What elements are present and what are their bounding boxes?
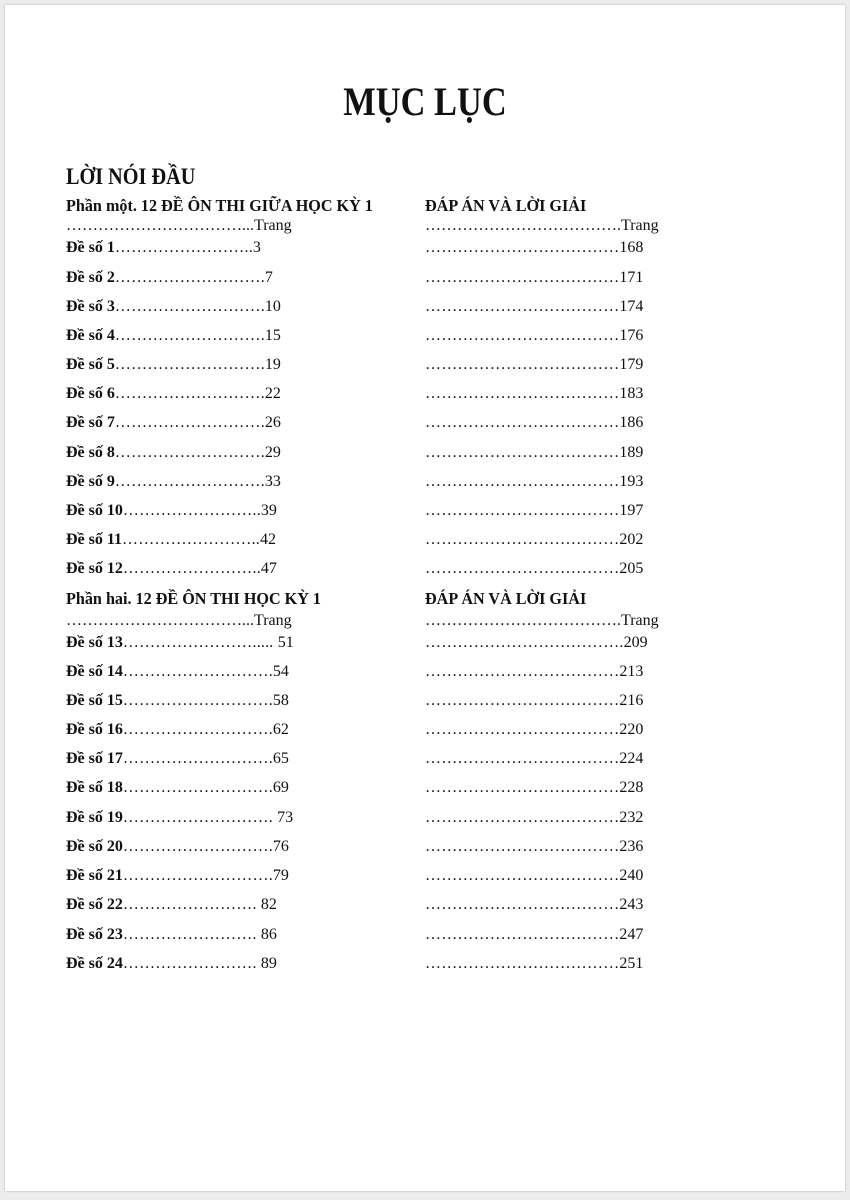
toc-page-number: 7 <box>264 269 273 286</box>
toc-entry[interactable] <box>66 530 276 550</box>
preface-heading: LỜI NÓI ĐẦU <box>66 164 196 189</box>
toc-entry-label: Đề số 20 <box>66 838 123 855</box>
toc-entry[interactable] <box>66 749 289 769</box>
toc-answer-entry[interactable] <box>425 413 643 433</box>
part-two-heading: Phần hai. 12 ĐỀ ÔN THI HỌC KỲ 1 <box>66 589 322 608</box>
toc-answer-page-number: 168 <box>619 239 644 256</box>
toc-leader-dots: …………………….. <box>122 560 261 577</box>
toc-page-number: 47 <box>260 560 277 577</box>
toc-answer-entry[interactable] <box>425 238 643 258</box>
toc-answer-page-number: 209 <box>623 634 648 651</box>
toc-leader-dots: ………………………. <box>114 327 265 344</box>
toc-answer-page-number: 179 <box>619 356 644 373</box>
toc-answer-entry[interactable] <box>425 530 643 550</box>
toc-entry-label: Đề số 15 <box>66 692 123 709</box>
toc-entry-label: Đề số 5 <box>66 356 115 373</box>
toc-entry-label: Đề số 24 <box>66 955 123 972</box>
toc-leader-dots: ……………………………… <box>425 473 620 490</box>
toc-page-number: 69 <box>272 779 289 796</box>
toc-page-number: 76 <box>272 838 289 855</box>
toc-leader-dots: ……………………………… <box>425 327 620 344</box>
toc-leader-dots: …………………….. <box>122 531 260 548</box>
toc-leader-dots: ……………………………… <box>425 414 620 431</box>
toc-leader-dots: ………………………. <box>114 356 265 373</box>
toc-page-number: 22 <box>264 385 281 402</box>
toc-entry[interactable] <box>66 355 281 375</box>
toc-answer-page-number: 183 <box>619 385 644 402</box>
toc-answer-entry[interactable] <box>425 720 643 740</box>
toc-leader-dots: ……………………………… <box>425 750 620 767</box>
toc-entry-label: Đề số 10 <box>66 502 123 519</box>
toc-answer-entry[interactable] <box>425 355 643 375</box>
toc-leader-dots: ……………………. <box>122 896 261 913</box>
toc-leader-dots: ……………………………… <box>425 926 620 943</box>
toc-entry-label: Đề số 14 <box>66 663 123 680</box>
part-two-answers-heading: ĐÁP ÁN VÀ LỜI GIẢI <box>425 589 587 608</box>
toc-leader-dots: ……………………………… <box>425 663 620 680</box>
toc-page-number: 19 <box>264 356 281 373</box>
toc-answer-entry[interactable] <box>425 866 643 886</box>
toc-answer-page-number: 228 <box>619 779 644 796</box>
toc-entry[interactable] <box>66 925 277 945</box>
toc-answer-entry[interactable] <box>425 808 643 828</box>
toc-page-number: 73 <box>277 809 294 826</box>
toc-answer-page-number: 176 <box>619 327 644 344</box>
toc-page-number: 65 <box>272 750 289 767</box>
toc-answer-entry[interactable] <box>425 895 643 915</box>
toc-page-number: 26 <box>264 414 281 431</box>
toc-entry[interactable] <box>66 691 289 711</box>
toc-page-number: 15 <box>264 327 281 344</box>
toc-answer-entry[interactable] <box>425 749 643 769</box>
toc-answer-entry[interactable] <box>425 443 643 463</box>
toc-entry-label: Đề số 4 <box>66 327 115 344</box>
toc-entry[interactable] <box>66 501 277 521</box>
toc-answer-entry[interactable] <box>425 691 643 711</box>
toc-entry[interactable] <box>66 778 289 798</box>
toc-entry[interactable] <box>66 808 293 828</box>
toc-leader-dots: ……………………………… <box>425 809 620 826</box>
toc-answer-page-number: 232 <box>619 809 644 826</box>
toc-entry-label: Đề số 18 <box>66 779 123 796</box>
toc-page-number: 10 <box>264 298 281 315</box>
toc-answer-entry[interactable] <box>425 837 643 857</box>
toc-leader-dots: ……………………………… <box>425 298 620 315</box>
toc-leader-dots: ………………………. <box>114 298 265 315</box>
toc-answer-page-number: 247 <box>619 926 644 943</box>
toc-leader-dots: ………………………. <box>122 779 273 796</box>
toc-leader-dots: ………………………. <box>114 473 265 490</box>
toc-answer-page-number: 236 <box>619 838 644 855</box>
toc-entry-label: Đề số 17 <box>66 750 123 767</box>
part-two-trang-label: ……………………………...Trang <box>66 612 292 629</box>
part-one-heading: Phần một. 12 ĐỀ ÔN THI GIỮA HỌC KỲ 1 <box>66 196 373 215</box>
toc-page-number: 51 <box>277 634 294 651</box>
toc-entry-label: Đề số 3 <box>66 298 115 315</box>
toc-answer-entry[interactable] <box>425 559 643 579</box>
toc-answer-page-number: 240 <box>619 867 644 884</box>
toc-entry-label: Đề số 9 <box>66 473 115 490</box>
toc-answer-page-number: 186 <box>619 414 644 431</box>
toc-page-number: 54 <box>272 663 289 680</box>
toc-entry[interactable] <box>66 326 281 346</box>
toc-entry[interactable] <box>66 268 273 288</box>
toc-entry[interactable] <box>66 297 281 317</box>
toc-entry-label: Đề số 6 <box>66 385 115 402</box>
toc-leader-dots: ……………………. <box>122 926 261 943</box>
toc-leader-dots: ……………………………… <box>425 385 620 402</box>
part-one-answers-heading: ĐÁP ÁN VÀ LỜI GIẢI <box>425 196 587 215</box>
toc-answer-page-number: 197 <box>619 502 644 519</box>
toc-page-number: 39 <box>260 502 277 519</box>
toc-leader-dots: ……………………………… <box>425 692 620 709</box>
part-one-trang-label: ……………………………...Trang <box>66 217 292 234</box>
part-one-answers-trang-label: ……………………………….Trang <box>425 217 659 234</box>
toc-answer-entry[interactable] <box>425 501 643 521</box>
toc-answer-entry[interactable] <box>425 954 643 974</box>
toc-leader-dots: ……………………………… <box>425 779 620 796</box>
toc-answer-entry[interactable] <box>425 925 643 945</box>
toc-leader-dots: …………………….. <box>114 239 253 256</box>
toc-answer-entry[interactable] <box>425 326 643 346</box>
toc-page-number: 86 <box>260 926 277 943</box>
toc-page-number: 42 <box>260 531 276 548</box>
toc-answer-page-number: 243 <box>619 896 644 913</box>
toc-answer-entry[interactable] <box>425 633 648 653</box>
toc-page-number: 33 <box>264 473 281 490</box>
toc-entry-label: Đề số 22 <box>66 896 123 913</box>
toc-answer-entry[interactable] <box>425 268 643 288</box>
toc-leader-dots: ……………………………… <box>425 560 620 577</box>
toc-entry-label: Đề số 19 <box>66 809 123 826</box>
toc-entry[interactable] <box>66 384 281 404</box>
toc-entry-label: Đề số 13 <box>66 634 123 651</box>
toc-leader-dots: ………………………. <box>122 663 273 680</box>
toc-entry[interactable] <box>66 559 277 579</box>
toc-entry[interactable] <box>66 472 281 492</box>
toc-answer-page-number: 189 <box>619 444 644 461</box>
toc-leader-dots: ………………………. <box>122 867 273 884</box>
toc-entry-label: Đề số 7 <box>66 414 115 431</box>
toc-entry[interactable] <box>66 238 261 258</box>
toc-answer-page-number: 213 <box>619 663 644 680</box>
toc-leader-dots: ………………………. <box>122 809 278 826</box>
toc-entry-label: Đề số 12 <box>66 560 123 577</box>
toc-leader-dots: ………………………. <box>114 444 265 461</box>
toc-answer-page-number: 224 <box>619 750 644 767</box>
page-title: MỤC LỤC <box>343 79 507 124</box>
toc-answer-page-number: 174 <box>619 298 644 315</box>
toc-leader-dots: ………………………. <box>114 269 265 286</box>
toc-answer-page-number: 171 <box>619 269 644 286</box>
toc-leader-dots: ……………………………… <box>425 269 620 286</box>
toc-answer-page-number: 216 <box>619 692 644 709</box>
toc-leader-dots: ………………………. <box>122 721 273 738</box>
toc-leader-dots: ………………………. <box>114 414 265 431</box>
toc-leader-dots: ……………………………… <box>425 867 620 884</box>
toc-page-number: 82 <box>260 896 277 913</box>
toc-leader-dots: ……………………………… <box>425 444 620 461</box>
toc-leader-dots: ………………………………. <box>425 634 624 651</box>
toc-entry-label: Đề số 8 <box>66 444 115 461</box>
toc-leader-dots: ……………………………… <box>425 502 620 519</box>
toc-answer-entry[interactable] <box>425 662 643 682</box>
toc-answer-entry[interactable] <box>425 778 643 798</box>
toc-leader-dots: ………………………. <box>122 692 273 709</box>
toc-entry-label: Đề số 16 <box>66 721 123 738</box>
toc-answer-entry[interactable] <box>425 297 643 317</box>
toc-entry-label: Đề số 1 <box>66 239 115 256</box>
toc-leader-dots: ……………………………… <box>425 239 620 256</box>
toc-entry-label: Đề số 23 <box>66 926 123 943</box>
toc-entry[interactable] <box>66 662 289 682</box>
toc-page-number: 3 <box>252 239 261 256</box>
toc-entry[interactable] <box>66 443 281 463</box>
toc-page-number: 89 <box>260 955 277 972</box>
toc-page-number: 62 <box>272 721 289 738</box>
toc-entry[interactable] <box>66 633 294 653</box>
toc-entry[interactable] <box>66 866 289 886</box>
toc-leader-dots: ………………………. <box>122 838 273 855</box>
toc-leader-dots: ……………………………… <box>425 721 620 738</box>
toc-answer-page-number: 251 <box>619 955 644 972</box>
toc-leader-dots: ……………………………… <box>425 955 620 972</box>
toc-entry-label: Đề số 2 <box>66 269 115 286</box>
toc-leader-dots: …………………….. <box>122 502 261 519</box>
toc-entry[interactable] <box>66 954 277 974</box>
toc-leader-dots: ……………………. <box>122 955 261 972</box>
toc-page-number: 79 <box>272 867 289 884</box>
toc-answer-page-number: 193 <box>619 473 644 490</box>
toc-page-number: 58 <box>272 692 289 709</box>
toc-answer-entry[interactable] <box>425 384 643 404</box>
toc-entry-label: Đề số 11 <box>66 531 122 548</box>
toc-answer-page-number: 205 <box>619 560 644 577</box>
toc-entry[interactable] <box>66 720 289 740</box>
toc-leader-dots: ……………………………… <box>425 356 620 373</box>
toc-answer-entry[interactable] <box>425 472 643 492</box>
toc-page-number: 29 <box>264 444 281 461</box>
toc-answer-page-number: 202 <box>619 531 644 548</box>
toc-leader-dots: ……………………..... <box>122 634 278 651</box>
toc-leader-dots: ……………………………… <box>425 531 620 548</box>
toc-leader-dots: ………………………. <box>114 385 265 402</box>
toc-leader-dots: ………………………. <box>122 750 273 767</box>
toc-leader-dots: ……………………………… <box>425 896 620 913</box>
toc-entry-label: Đề số 21 <box>66 867 123 884</box>
toc-answer-page-number: 220 <box>619 721 644 738</box>
toc-leader-dots: ……………………………… <box>425 838 620 855</box>
toc-entry[interactable] <box>66 895 277 915</box>
toc-entry[interactable] <box>66 837 289 857</box>
toc-entry[interactable] <box>66 413 281 433</box>
part-two-answers-trang-label: ……………………………….Trang <box>425 612 659 629</box>
